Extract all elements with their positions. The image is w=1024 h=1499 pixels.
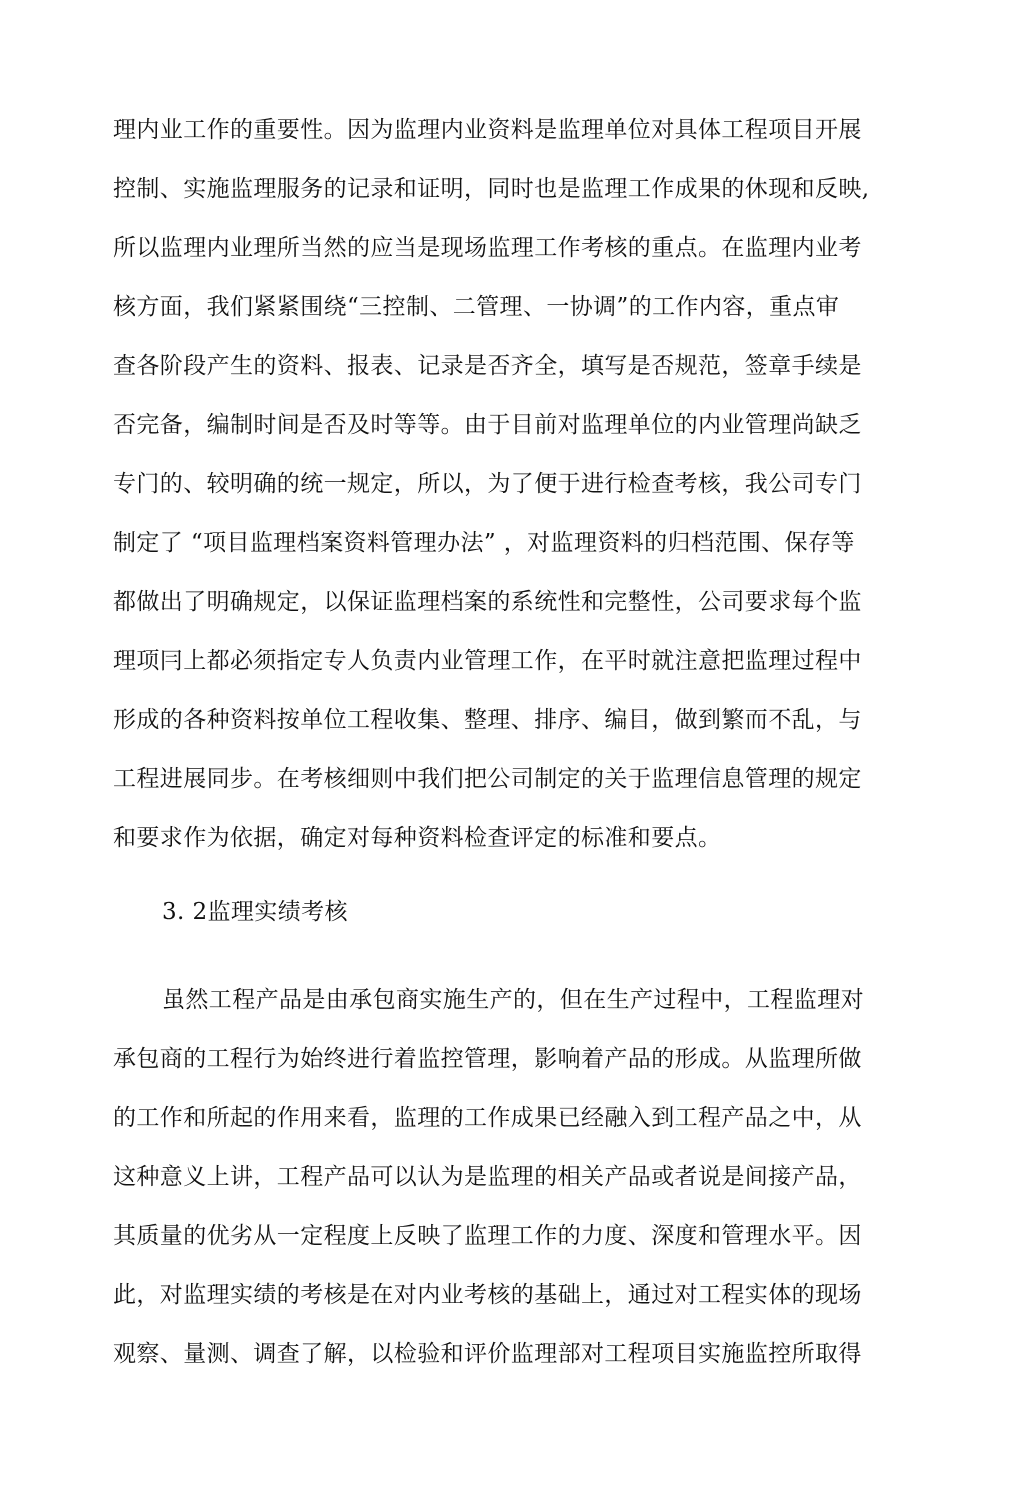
paragraph-line: 核方面，我们紧紧围绕“三控制、二管理、一协调”的工作内容，重点审 — [113, 294, 840, 320]
paragraph-line: 控制、实施监理服务的记录和证明，同时也是监理工作成果的休现和反映, — [113, 176, 870, 202]
paragraph-line: 此，对监理实绩的考核是在对内业考核的基础上，通过对工程实体的现场 — [113, 1282, 862, 1308]
paragraph-line: 这种意义上讲，工程产品可以认为是监理的相关产品或者说是间接产品， — [113, 1164, 862, 1190]
paragraph-line: 工程进展同步。在考核细则中我们把公司制定的关于监理信息管理的规定 — [113, 766, 862, 792]
paragraph-line: 和要求作为依据，确定对每种资料检查评定的标准和要点。 — [113, 825, 722, 851]
paragraph-line: 理内业工作的重要性。因为监理内业资料是监理单位对具体工程项目开展 — [113, 117, 862, 143]
paragraph-line: 都做出了明确规定，以保证监理档案的系统性和完整性，公司要求每个监 — [113, 589, 862, 615]
paragraph-line: 专门的、较明确的统一规定，所以，为了便于进行检查考核，我公司专门 — [113, 471, 862, 497]
paragraph-line: 的工作和所起的作用来看，监理的工作成果已经融入到工程产品之中，从 — [113, 1105, 862, 1131]
paragraph-line: 查各阶段产生的资料、报表、记录是否齐全，填写是否规范，签章手续是 — [113, 353, 862, 379]
paragraph-line: 所以监理内业理所当然的应当是现场监理工作考核的重点。在监理内业考 — [113, 235, 862, 261]
section-heading: 3. 2监理实绩考核 — [162, 899, 348, 925]
paragraph-line: 虽然工程产品是由承包商实施生产的，但在生产过程中，工程监理对 — [162, 987, 864, 1013]
paragraph-line: 其质量的优劣从一定程度上反映了监理工作的力度、深度和管理水平。因 — [113, 1223, 862, 1249]
paragraph-line: 形成的各种资料按单位工程收集、整理、排序、编目，做到繁而不乱，与 — [113, 707, 862, 733]
paragraph-line: 理项冃上都必须指定专人负责内业管理工作，在平时就注意把监理过程中 — [113, 648, 862, 674]
paragraph-line: 否完备，编制时间是否及时等等。由于目前对监理单位的内业管理尚缺乏 — [113, 412, 862, 438]
paragraph-line: 制定了 “项目监理档案资料管理办法” ，对监理资料的归档范围、保存等 — [113, 530, 855, 556]
paragraph-line: 承包商的工程行为始终进行着监控管理，影响着产品的形成。从监理所做 — [113, 1046, 862, 1072]
paragraph-line: 观察、量测、调查了解，以检验和评价监理部对工程项目实施监控所取得 — [113, 1341, 862, 1367]
